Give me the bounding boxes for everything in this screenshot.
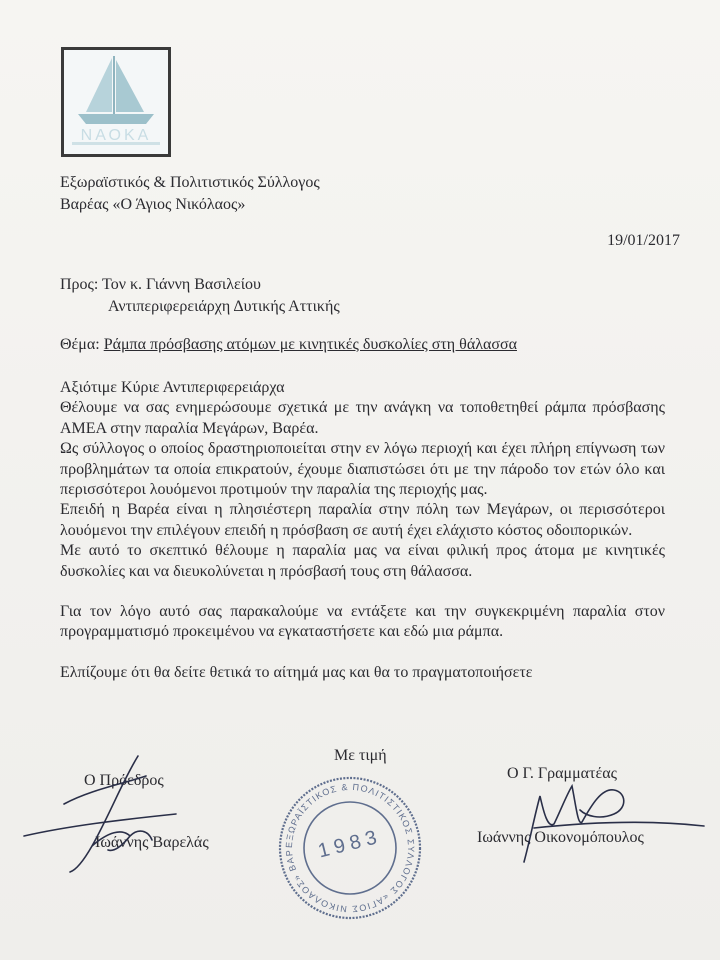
recipient-prefix: Προς: — [60, 276, 99, 293]
organization-stamp — [275, 773, 425, 923]
president-title: Ο Πρόεδρος — [84, 772, 164, 789]
subject-label: Θέμα: — [60, 336, 100, 353]
secretary-signature — [490, 770, 710, 870]
secretary-title: Ο Γ. Γραμματέας — [507, 765, 617, 782]
subject-line — [60, 336, 517, 354]
secretary-name: Ιωάννης Οικονομόπουλος — [477, 829, 644, 846]
logo-text: ΝΑΟΚΑ — [80, 127, 152, 144]
organization-line-2: Βαρέας «Ο Άγιος Νικόλαος» — [60, 196, 246, 213]
paragraph-6: Ελπίζουμε ότι θα δείτε θετικά το αίτημά μας και θα το πραγματοποιήσετε — [60, 663, 533, 681]
subject-text: Ράμπα πρόσβασης ατόμων με κινητικές δυσκολίες στη θάλασσα — [103, 336, 517, 353]
recipient-name: Τον κ. Γιάννη Βασιλείου — [102, 276, 261, 293]
letter-date: 19/01/2017 — [607, 232, 680, 249]
paragraph-3: Επειδή η Βαρέα είναι η πλησιέστερη παραλία στην πόλη των Μεγάρων, οι περισσότεροι λουόμενοι την επιλέγουν επειδή η πρόσβαση σε αυτή έχει ελάχιστο κόστος οδοιπορικών. — [60, 501, 665, 539]
svg-text:ΕΞΩΡΑΪΣΤΙΚΟΣ & ΠΟΛΙΤΙΣΤΙΚΟΣ ΣΥ: ΕΞΩΡΑΪΣΤΙΚΟΣ & ΠΟΛΙΤΙΣΤΙΚΟΣ ΣΥΛΛΟΓΟΣ «ΑΓΙΟΣ ΝΙΚΟΛΑΟΣ» ΒΑΡ — [283, 781, 417, 915]
paragraph-5: Για τον λόγο αυτό σας παρακαλούμε να εντάξετε και την συγκεκριμένη παραλία στον προγραμματισμό προκειμένου να εγκαταστήσετε και εδώ μια ράμπα. — [60, 603, 665, 641]
organization-name — [60, 172, 320, 216]
recipient-block — [60, 274, 340, 318]
organization-logo — [61, 47, 171, 157]
president-signature — [18, 748, 188, 878]
paragraph-2: Ως σύλλογος ο οποίος δραστηριοποιείται στην εν λόγω περιοχή και έχει πλήρη επίγνωση των προβλημάτων τα οποία επικρατούν, έχουμε διαπιστώσει ότι με την πάροδο τον ετών όλο και περισσότεροι λουόμενοι προτιμούν την παραλία της περιοχής μας. — [60, 440, 665, 499]
paragraph-4: Με αυτό το σκεπτικό θέλουμε η παραλία μας να είναι φιλική προς άτομα με κινητικές δυσκολίες και να διευκολύνεται η πρόσβασή τους στη θάλασσα. — [60, 542, 665, 580]
organization-line-1: Εξωραϊστικός & Πολιτιστικός Σύλλογος — [60, 174, 320, 191]
paragraph-1: Θέλουμε να σας ενημερώσουμε σχετικά με την ανάγκη να τοποθετηθεί ράμπα πρόσβασης ΑΜΕΑ στην παραλία Μεγάρων, Βαρέα. — [60, 399, 665, 437]
letter-body — [60, 378, 665, 683]
recipient-role: Αντιπεριφερειάρχη Δυτικής Αττικής — [108, 298, 340, 315]
stamp-year: 1983 — [315, 825, 384, 863]
salutation: Αξιότιμε Κύριε Αντιπεριφερειάρχα — [60, 379, 285, 396]
president-name: Ιωάννης Βαρελάς — [95, 834, 209, 851]
closing-text: Με τιμή — [334, 747, 387, 764]
